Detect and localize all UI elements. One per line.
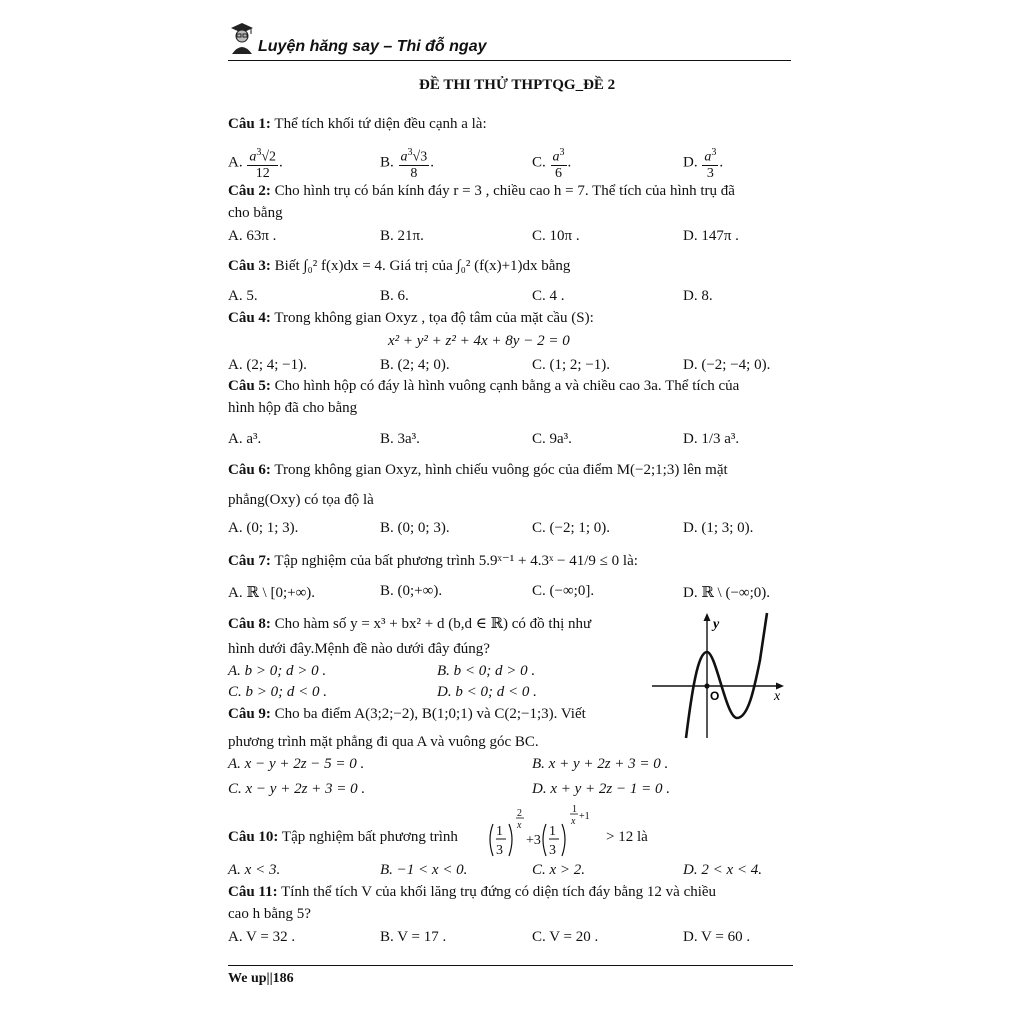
origin-point xyxy=(704,683,709,688)
option-d: D. $\frac{a^3}{3}$ . xyxy=(683,147,724,181)
option-a: A. x < 3. xyxy=(228,862,281,878)
y-axis-arrow xyxy=(704,613,711,621)
option-d: D. 8. xyxy=(683,288,713,304)
exponential-inequality xyxy=(486,804,606,862)
question-text-end: > 12 là xyxy=(606,829,648,845)
option-b: B. $\frac{a^3√3}{8}$ . xyxy=(380,147,434,181)
question-text: Cho ba điểm A(3;2;−2), B(1;0;1) và C(2;−1;3). Viết xyxy=(274,706,586,722)
svg-text:3: 3 xyxy=(496,843,503,858)
question-text: Tập nghiệm bất phương trình xyxy=(281,829,458,845)
question-text-cont: hình dưới đây.Mệnh đề nào dưới đây đúng? xyxy=(228,641,490,657)
option-b: B. (0;+∞). xyxy=(380,583,443,599)
svg-text:3: 3 xyxy=(549,843,556,858)
question-text-cont: phẳng(Oxy) có tọa độ là xyxy=(228,492,374,508)
question-text: Cho hình hộp có đáy là hình vuông cạnh bằng a và chiều cao 3a. Thể tích của xyxy=(274,378,740,394)
origin-label: O xyxy=(710,689,720,703)
option-d: D. b < 0; d < 0 . xyxy=(437,684,537,700)
option-a: A. (0; 1; 3). xyxy=(228,520,299,536)
x-axis-label: x xyxy=(774,689,781,704)
header-rule xyxy=(228,60,791,61)
question-text: Biết ∫₀² f(x)dx = 4. Giá trị của ∫₀² (f(x)+1)dx bằng xyxy=(274,258,571,274)
option-c: C. x − y + 2z + 3 = 0 . xyxy=(228,781,366,797)
question-text: Cho hình trụ có bán kính đáy r = 3 , chiều cao h = 7. Thể tích của hình trụ đã xyxy=(274,183,735,199)
question-label: Câu 7: xyxy=(228,553,271,569)
svg-text:2: 2 xyxy=(517,808,522,819)
question-text: Cho hàm số y = x³ + bx² + d (b,d ∈ ℝ) có đồ thị như xyxy=(274,616,592,632)
question-text: Trong không gian Oxyz , tọa độ tâm của mặt cầu (S): xyxy=(274,310,594,326)
question-text: Thể tích khối tứ diện đều cạnh a là: xyxy=(274,116,487,132)
option-d: D. 2 < x < 4. xyxy=(683,862,762,878)
question-label: Câu 1: xyxy=(228,116,271,132)
option-a: A. ℝ \ [0;+∞). xyxy=(228,585,316,601)
option-b: B. 6. xyxy=(380,288,409,304)
sphere-equation: x² + y² + z² + 4x + 8y − 2 = 0 xyxy=(388,333,570,349)
option-c: C. (1; 2; −1). xyxy=(532,357,611,373)
option-a: A. b > 0; d > 0 . xyxy=(228,663,327,679)
svg-text:+3: +3 xyxy=(526,833,541,848)
exam-title: ĐỀ THI THỬ THPTQG_ĐỀ 2 xyxy=(419,77,616,93)
page-footer: We up||186 xyxy=(228,971,294,986)
svg-text:1: 1 xyxy=(496,824,503,839)
question-text: Tập nghiệm của bất phương trình 5.9ˣ⁻¹ + 4.3ˣ − 41/9 ≤ 0 là: xyxy=(274,553,638,569)
student-mascot-icon xyxy=(229,22,255,54)
option-a: A. $\frac{a^3√2}{12}$ . xyxy=(228,147,283,181)
question-label: Câu 5: xyxy=(228,378,271,394)
option-d: D. 147π . xyxy=(683,228,739,244)
option-d: D. 1/3 a³. xyxy=(683,431,740,447)
option-c: C. (−2; 1; 0). xyxy=(532,520,611,536)
option-d: D. (1; 3; 0). xyxy=(683,520,754,536)
option-b: B. x + y + 2z + 3 = 0 . xyxy=(532,756,669,772)
y-axis-label: y xyxy=(713,617,720,632)
question-label: Câu 11: xyxy=(228,884,278,900)
option-a: A. V = 32 . xyxy=(228,929,296,945)
svg-text:+1: +1 xyxy=(579,811,590,822)
option-b: B. V = 17 . xyxy=(380,929,447,945)
question-label: Câu 2: xyxy=(228,183,271,199)
question-text: Tính thể tích V của khối lăng trụ đứng có diện tích đáy bằng 12 và chiều xyxy=(281,884,717,900)
option-c: C. (−∞;0]. xyxy=(532,583,595,599)
svg-text:x: x xyxy=(571,816,576,827)
option-b: B. b < 0; d > 0 . xyxy=(437,663,536,679)
question-text-cont: phương trình mặt phẳng đi qua A và vuông góc BC. xyxy=(228,734,539,750)
question-label: Câu 3: xyxy=(228,258,271,274)
option-c: C. $\frac{a^3}{6}$ . xyxy=(532,147,572,181)
svg-text:1: 1 xyxy=(549,824,556,839)
question-text: Trong không gian Oxyz, hình chiếu vuông góc của điểm M(−2;1;3) lên mặt xyxy=(274,462,728,478)
option-d: D. V = 60 . xyxy=(683,929,751,945)
option-a: A. a³. xyxy=(228,431,262,447)
question-text-cont: hình hộp đã cho bằng xyxy=(228,400,358,416)
option-c: C. V = 20 . xyxy=(532,929,599,945)
question-text-cont: cao h bằng 5? xyxy=(228,906,311,922)
function-curve xyxy=(686,613,767,738)
option-c: C. b > 0; d < 0 . xyxy=(228,684,327,700)
option-b: B. 21π. xyxy=(380,228,424,244)
question-label: Câu 10: xyxy=(228,829,279,845)
option-a: A. x − y + 2z − 5 = 0 . xyxy=(228,756,365,772)
svg-text:x: x xyxy=(517,820,522,831)
question-label: Câu 9: xyxy=(228,706,271,722)
option-d: D. (−2; −4; 0). xyxy=(683,357,771,373)
option-c: C. 9a³. xyxy=(532,431,572,447)
header-title: Luyện hăng say – Thi đỗ ngay xyxy=(258,38,487,55)
option-b: B. (2; 4; 0). xyxy=(380,357,450,373)
cubic-function-graph xyxy=(650,610,790,740)
option-d: D. ℝ \ (−∞;0). xyxy=(683,585,771,601)
question-text-cont: cho bằng xyxy=(228,205,283,221)
option-c: C. x > 2. xyxy=(532,862,586,878)
option-b: B. (0; 0; 3). xyxy=(380,520,450,536)
question-label: Câu 4: xyxy=(228,310,271,326)
svg-text:1: 1 xyxy=(572,804,577,815)
option-b: B. −1 < x < 0. xyxy=(380,862,468,878)
footer-rule xyxy=(228,965,793,966)
question-label: Câu 8: xyxy=(228,616,271,632)
option-a: A. 63π . xyxy=(228,228,277,244)
option-a: A. 5. xyxy=(228,288,258,304)
option-c: C. 10π . xyxy=(532,228,580,244)
option-d: D. x + y + 2z − 1 = 0 . xyxy=(532,781,670,797)
option-a: A. (2; 4; −1). xyxy=(228,357,307,373)
option-b: B. 3a³. xyxy=(380,431,420,447)
question-label: Câu 6: xyxy=(228,462,271,478)
option-c: C. 4 . xyxy=(532,288,565,304)
